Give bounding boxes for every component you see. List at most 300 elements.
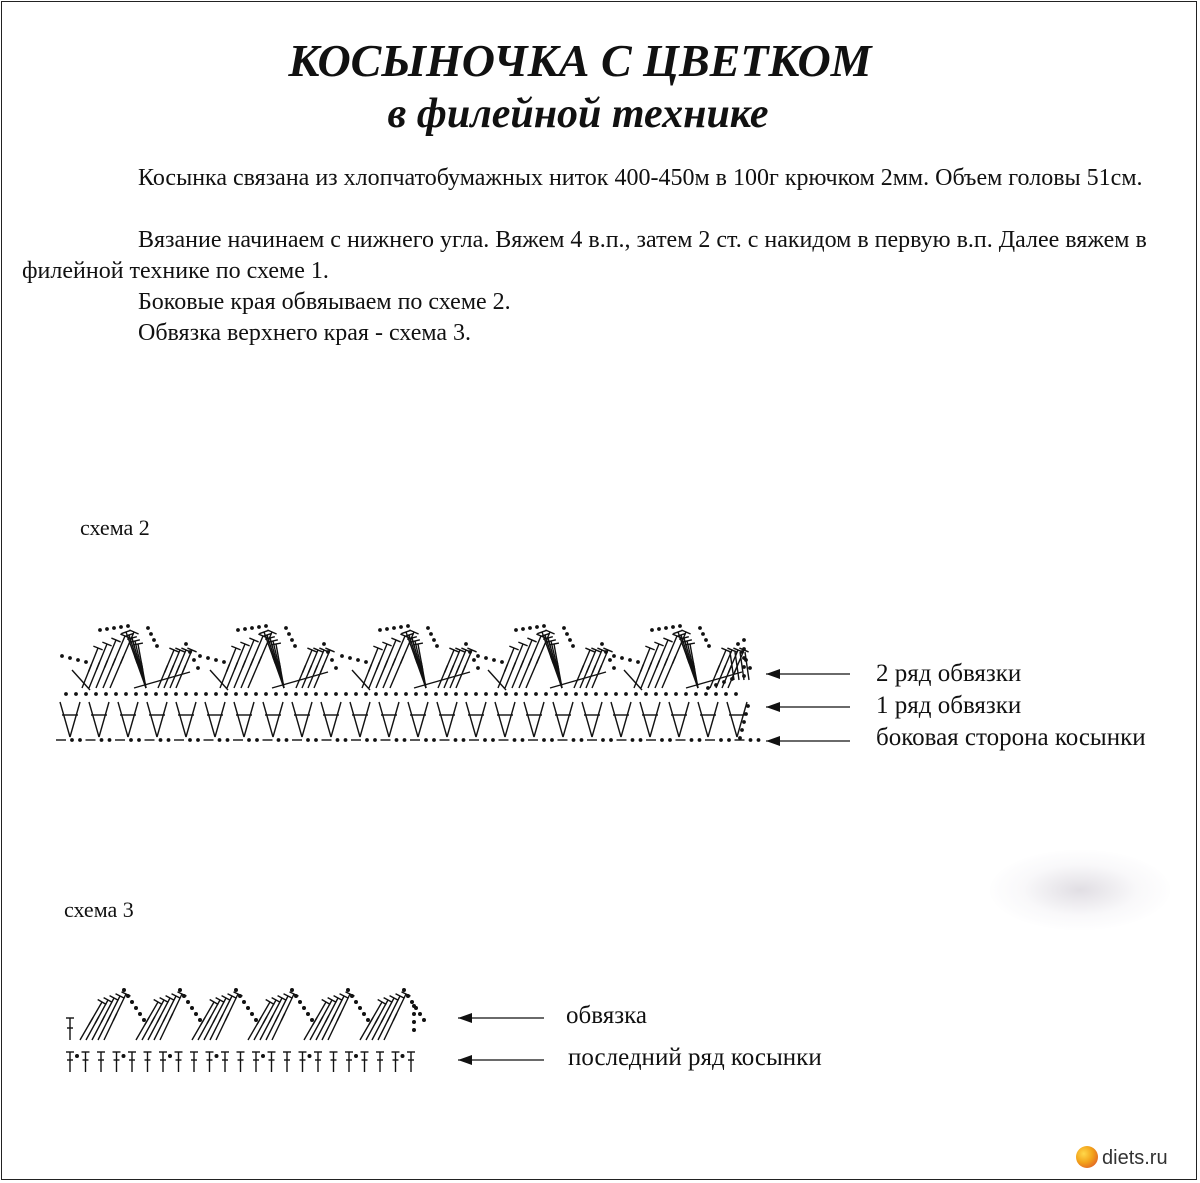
chain-dot — [126, 994, 130, 998]
chain-dot — [373, 738, 377, 742]
chain-dot — [738, 736, 742, 740]
chain-dot — [612, 666, 616, 670]
stitch-stroke — [592, 665, 595, 672]
stitch-stroke — [118, 702, 128, 737]
chain-dot — [657, 627, 661, 631]
stitch-stroke — [611, 702, 621, 737]
stitch-stroke — [164, 665, 167, 672]
chain-dot — [178, 988, 182, 992]
stitch-stroke — [242, 660, 245, 667]
chain-dot — [600, 642, 604, 646]
chain-dot — [250, 1012, 254, 1016]
annotation-arrows — [458, 669, 850, 1065]
stitch-stroke — [495, 702, 505, 737]
chain-dot — [604, 692, 608, 696]
page-title: КОСЫНОЧКА С ЦВЕТКОМ — [288, 35, 872, 86]
chain-dot — [344, 692, 348, 696]
stitch-stroke — [669, 702, 679, 737]
chain-dot — [214, 658, 218, 662]
chain-dot — [434, 692, 438, 696]
stitch-stroke — [384, 660, 387, 667]
chain-dot — [310, 1018, 314, 1022]
chain-dot — [707, 644, 711, 648]
chain-dot — [298, 1000, 302, 1004]
watermark-tld: .ru — [1144, 1147, 1168, 1169]
paragraph-edges: Боковые края обвяываем по схеме 2. — [138, 289, 511, 315]
stitch-stroke — [281, 1013, 284, 1020]
chain-dot — [671, 625, 675, 629]
chain-dot — [484, 656, 488, 660]
chain-dot — [254, 1018, 258, 1022]
chain-dot — [395, 738, 399, 742]
stitch-stroke — [302, 702, 312, 737]
chain-dot — [124, 692, 128, 696]
stitch-stroke — [390, 996, 399, 1001]
chain-dot — [100, 738, 104, 742]
stitch-stroke — [213, 1015, 217, 1022]
chain-dot — [122, 988, 126, 992]
chain-dot — [122, 1054, 126, 1058]
chain-dot — [476, 654, 480, 658]
stitch-stroke — [528, 658, 531, 665]
chain-dot — [247, 738, 251, 742]
stitch-stroke — [98, 999, 107, 1004]
chain-dot — [152, 638, 156, 642]
stitch-stroke — [104, 998, 113, 1003]
chain-dot — [167, 738, 171, 742]
chain-dot — [186, 1000, 190, 1004]
chain-dot — [524, 692, 528, 696]
chain-dot — [624, 692, 628, 696]
chain-dot — [285, 738, 289, 742]
stitch-stroke — [378, 999, 387, 1004]
chain-dot — [528, 626, 532, 630]
chain-dot — [542, 738, 546, 742]
chain-dot — [472, 658, 476, 662]
chain-dot — [84, 660, 88, 664]
stitch-stroke — [350, 702, 360, 737]
chain-dot — [149, 632, 153, 636]
stitch-stroke — [456, 665, 459, 672]
stitch-stroke — [444, 665, 447, 672]
stitch-stroke — [664, 658, 667, 665]
stitch-stroke — [592, 702, 602, 737]
chain-dot — [254, 692, 258, 696]
chain-dot — [246, 1006, 250, 1010]
chain-dot — [399, 625, 403, 629]
chain-dot — [664, 692, 668, 696]
stitch-stroke — [392, 658, 395, 665]
chain-dot — [114, 692, 118, 696]
chain-dot — [84, 692, 88, 696]
chain-dot — [513, 738, 517, 742]
chain-dot — [742, 720, 746, 724]
chain-dot — [129, 738, 133, 742]
chain-dot — [634, 692, 638, 696]
chain-dot — [194, 1012, 198, 1016]
stitch-stroke — [360, 702, 370, 737]
stitch-stroke — [151, 1016, 155, 1023]
chain-dot — [302, 1006, 306, 1010]
stitch-stroke — [320, 665, 323, 672]
chain-dot — [374, 692, 378, 696]
chain-dot — [474, 692, 478, 696]
stitch-stroke — [553, 702, 563, 737]
chain-dot — [444, 692, 448, 696]
stitch-stroke — [176, 702, 186, 737]
chain-dot — [60, 654, 64, 658]
chain-dot — [404, 692, 408, 696]
stitch-stroke — [60, 702, 70, 737]
chain-dot — [234, 692, 238, 696]
stitch-stroke — [113, 1013, 116, 1020]
stitch-stroke — [216, 998, 225, 1003]
stitch-stroke — [182, 665, 185, 672]
paragraph-materials: Косынка связана из хлопчатобумажных ниток 400-450м в 100г крючком 2мм. Объем головы 51см. — [138, 165, 1143, 191]
chain-dot — [534, 692, 538, 696]
schema-3-label: схема 3 — [64, 897, 134, 922]
stitch-stroke — [89, 664, 92, 671]
chain-dot — [483, 738, 487, 742]
chain-dot — [222, 660, 226, 664]
stitch-stroke — [450, 665, 453, 672]
chain-dot — [620, 656, 624, 660]
chain-dot — [631, 738, 635, 742]
chain-dot — [550, 738, 554, 742]
chain-dot — [196, 666, 200, 670]
annotation-side: боковая сторона косынки — [876, 724, 1146, 751]
stitch-stroke — [176, 665, 179, 672]
chain-dot — [108, 738, 112, 742]
stitch-stroke — [679, 702, 689, 737]
chain-dot — [740, 728, 744, 732]
chain-dot — [757, 738, 761, 742]
chain-dot — [722, 680, 726, 684]
stitch-stroke — [302, 665, 305, 672]
chain-dot — [144, 692, 148, 696]
page-subtitle: в филейной технике — [387, 91, 769, 137]
schema-2-label: схема 2 — [80, 515, 150, 540]
chain-dot — [119, 625, 123, 629]
chain-dot — [306, 1012, 310, 1016]
chain-dot — [476, 666, 480, 670]
chain-dot — [704, 638, 708, 642]
chain-dot — [492, 658, 496, 662]
stitch-stroke — [512, 662, 515, 669]
chain-dot — [74, 692, 78, 696]
chain-dot — [264, 692, 268, 696]
chain-dot — [604, 650, 608, 654]
chain-dot — [215, 1054, 219, 1058]
stitch-stroke — [101, 1015, 105, 1022]
stitch-stroke — [331, 1014, 335, 1021]
chain-dot — [354, 1000, 358, 1004]
chain-dot — [130, 1000, 134, 1004]
stitch-stroke — [234, 662, 237, 669]
stitch-stroke — [379, 702, 389, 737]
chain-dot — [500, 660, 504, 664]
chain-dot — [402, 988, 406, 992]
chain-dot — [354, 692, 358, 696]
stitch-stroke — [334, 996, 343, 1001]
chain-dot — [454, 738, 458, 742]
stitch-stroke — [672, 656, 675, 663]
chain-dot — [236, 628, 240, 632]
chain-dot — [242, 1000, 246, 1004]
chain-dot — [190, 1006, 194, 1010]
chain-dot — [98, 628, 102, 632]
chain-dot — [244, 692, 248, 696]
stitch-stroke — [112, 658, 115, 665]
stitch-stroke — [107, 1014, 111, 1021]
chain-dot — [429, 632, 433, 636]
chain-dot — [324, 692, 328, 696]
chain-dot — [224, 692, 228, 696]
stitch-stroke — [234, 702, 244, 737]
chain-dot — [358, 1006, 362, 1010]
stitch-stroke — [96, 662, 99, 669]
stitch-stroke — [337, 1013, 340, 1020]
stitch-stroke — [384, 998, 393, 1003]
chain-dot — [364, 660, 368, 664]
chain-dot — [744, 712, 748, 716]
chain-dot — [142, 1018, 146, 1022]
chain-dot — [414, 692, 418, 696]
annotation-last-row: последний ряд косынки — [568, 1044, 822, 1071]
stitch-stroke — [375, 1016, 379, 1023]
chain-dot — [306, 738, 310, 742]
chain-dot — [435, 644, 439, 648]
chain-dot — [385, 627, 389, 631]
stitch-stroke — [308, 665, 311, 672]
chain-dot — [514, 692, 518, 696]
chain-dot — [134, 692, 138, 696]
chain-dot — [464, 642, 468, 646]
chain-dot — [137, 738, 141, 742]
chain-dot — [155, 644, 159, 648]
chain-dot — [410, 1000, 414, 1004]
paragraph-top-edge: Обвязка верхнего края - схема 3. — [138, 320, 472, 346]
stitch-stroke — [250, 658, 253, 665]
stitch-stroke — [648, 662, 651, 669]
chain-dot — [704, 692, 708, 696]
chain-dot — [218, 738, 222, 742]
stitch-stroke — [120, 656, 123, 663]
chain-dot — [609, 738, 613, 742]
stitch-stroke — [170, 665, 173, 672]
stitch-stroke — [621, 702, 631, 737]
stitch-stroke — [263, 702, 273, 737]
stitch-stroke — [728, 665, 731, 672]
chain-dot — [330, 658, 334, 662]
chain-dot — [406, 624, 410, 628]
chain-dot — [138, 1012, 142, 1016]
stitch-stroke — [157, 1015, 161, 1022]
stitch-stroke — [462, 665, 465, 672]
chain-dot — [572, 738, 576, 742]
stitch-stroke — [381, 1015, 385, 1022]
stitch-stroke — [447, 702, 457, 737]
stitch-stroke — [89, 1018, 93, 1025]
chain-dot — [521, 627, 525, 631]
stitch-stroke — [580, 665, 583, 672]
chain-dot — [727, 738, 731, 742]
stitch-stroke — [708, 702, 718, 737]
chain-dot — [562, 626, 566, 630]
chain-dot — [601, 738, 605, 742]
chain-dot — [314, 692, 318, 696]
chain-dot — [674, 692, 678, 696]
chain-dot — [684, 692, 688, 696]
arrowhead-icon — [766, 736, 780, 746]
chain-dot — [571, 644, 575, 648]
scan-smudge — [990, 850, 1170, 930]
chain-dot — [742, 647, 746, 651]
chain-dot — [412, 1004, 416, 1008]
chain-dot — [188, 738, 192, 742]
chain-dot — [608, 658, 612, 662]
stitch-stroke — [534, 702, 544, 737]
stitch-stroke — [524, 702, 534, 737]
chain-dot — [565, 632, 569, 636]
chain-dot — [243, 627, 247, 631]
chain-dot — [564, 692, 568, 696]
arrowhead-icon — [458, 1055, 472, 1065]
chain-dot — [257, 625, 261, 629]
chain-dot — [274, 692, 278, 696]
chain-dot — [277, 738, 281, 742]
chain-dot — [364, 692, 368, 696]
stitch-stroke — [169, 1013, 172, 1020]
chain-dot — [75, 1054, 79, 1058]
stitch-stroke — [520, 660, 523, 667]
chain-dot — [350, 994, 354, 998]
chain-dot — [334, 666, 338, 670]
stitch-stroke — [70, 702, 80, 737]
chain-dot — [426, 626, 430, 630]
chain-dot — [174, 692, 178, 696]
stitch-stroke — [331, 702, 341, 737]
chain-dot — [494, 692, 498, 696]
chain-dot — [204, 692, 208, 696]
chain-dot — [159, 738, 163, 742]
stitch-stroke — [656, 660, 659, 667]
chain-dot — [384, 692, 388, 696]
chain-dot — [568, 638, 572, 642]
stitch-stroke — [222, 996, 231, 1001]
stitch-stroke — [207, 1016, 211, 1023]
chain-dot — [748, 666, 752, 670]
chain-dot — [290, 638, 294, 642]
stitch-stroke — [387, 1014, 391, 1021]
chain-dot — [742, 674, 746, 678]
schema-2-diagram — [56, 624, 760, 742]
chain-dot — [287, 632, 291, 636]
chain-dot — [234, 988, 238, 992]
chain-dot — [694, 692, 698, 696]
stitch-stroke — [536, 656, 539, 663]
chain-dot — [196, 738, 200, 742]
chain-dot — [284, 692, 288, 696]
chain-dot — [112, 626, 116, 630]
chain-dot — [636, 660, 640, 664]
chain-dot — [154, 692, 158, 696]
annotation-row-2: 2 ряд обвязки — [876, 660, 1022, 687]
chain-dot — [678, 624, 682, 628]
chain-dot — [424, 692, 428, 696]
chain-dot — [255, 738, 259, 742]
stitch-stroke — [278, 996, 287, 1001]
stitch-stroke — [89, 702, 99, 737]
stitch-stroke — [476, 702, 486, 737]
apple-logo-icon — [1076, 1146, 1098, 1168]
stitch-stroke — [735, 652, 739, 680]
chain-dot — [580, 738, 584, 742]
chain-dot — [401, 1054, 405, 1058]
chain-dot — [484, 692, 488, 696]
chain-dot — [412, 1020, 416, 1024]
chain-dot — [182, 994, 186, 998]
chain-dot — [719, 738, 723, 742]
chain-dot — [462, 738, 466, 742]
stitch-stroke — [641, 664, 644, 671]
chain-dot — [294, 994, 298, 998]
chain-dot — [226, 738, 230, 742]
stitch-stroke — [275, 1014, 279, 1021]
chain-dot — [554, 692, 558, 696]
chain-dot — [412, 1028, 416, 1032]
stitch-stroke — [225, 1013, 228, 1020]
chain-dot — [250, 626, 254, 630]
stitch-stroke — [163, 1014, 167, 1021]
chain-dot — [706, 686, 710, 690]
chain-dot — [612, 654, 616, 658]
chain-dot — [214, 692, 218, 696]
stitch-stroke — [205, 702, 215, 737]
watermark — [1076, 1146, 1168, 1170]
chain-dot — [614, 692, 618, 696]
chain-dot — [432, 738, 436, 742]
stitch-stroke — [563, 702, 573, 737]
chain-dot — [261, 1054, 265, 1058]
chain-dot — [146, 626, 150, 630]
stitch-stroke — [505, 664, 508, 671]
chain-dot — [504, 692, 508, 696]
chain-dot — [238, 994, 242, 998]
chain-dot — [491, 738, 495, 742]
chain-dot — [454, 692, 458, 696]
chain-dot — [544, 692, 548, 696]
chain-dot — [378, 628, 382, 632]
chain-dot — [403, 738, 407, 742]
chain-dot — [644, 692, 648, 696]
chain-dot — [194, 692, 198, 696]
chain-dot — [574, 692, 578, 696]
chain-dot — [514, 628, 518, 632]
stitch-stroke — [147, 702, 157, 737]
chain-dot — [521, 738, 525, 742]
stitch-stroke — [582, 702, 592, 737]
arrowhead-icon — [766, 702, 780, 712]
chain-dot — [714, 683, 718, 687]
chain-dot — [639, 738, 643, 742]
chain-dot — [104, 692, 108, 696]
stitch-stroke — [722, 665, 725, 672]
chain-dot — [422, 1018, 426, 1022]
stitch-stroke — [95, 1016, 99, 1023]
chain-dot — [206, 656, 210, 660]
stitch-stroke — [408, 702, 418, 737]
